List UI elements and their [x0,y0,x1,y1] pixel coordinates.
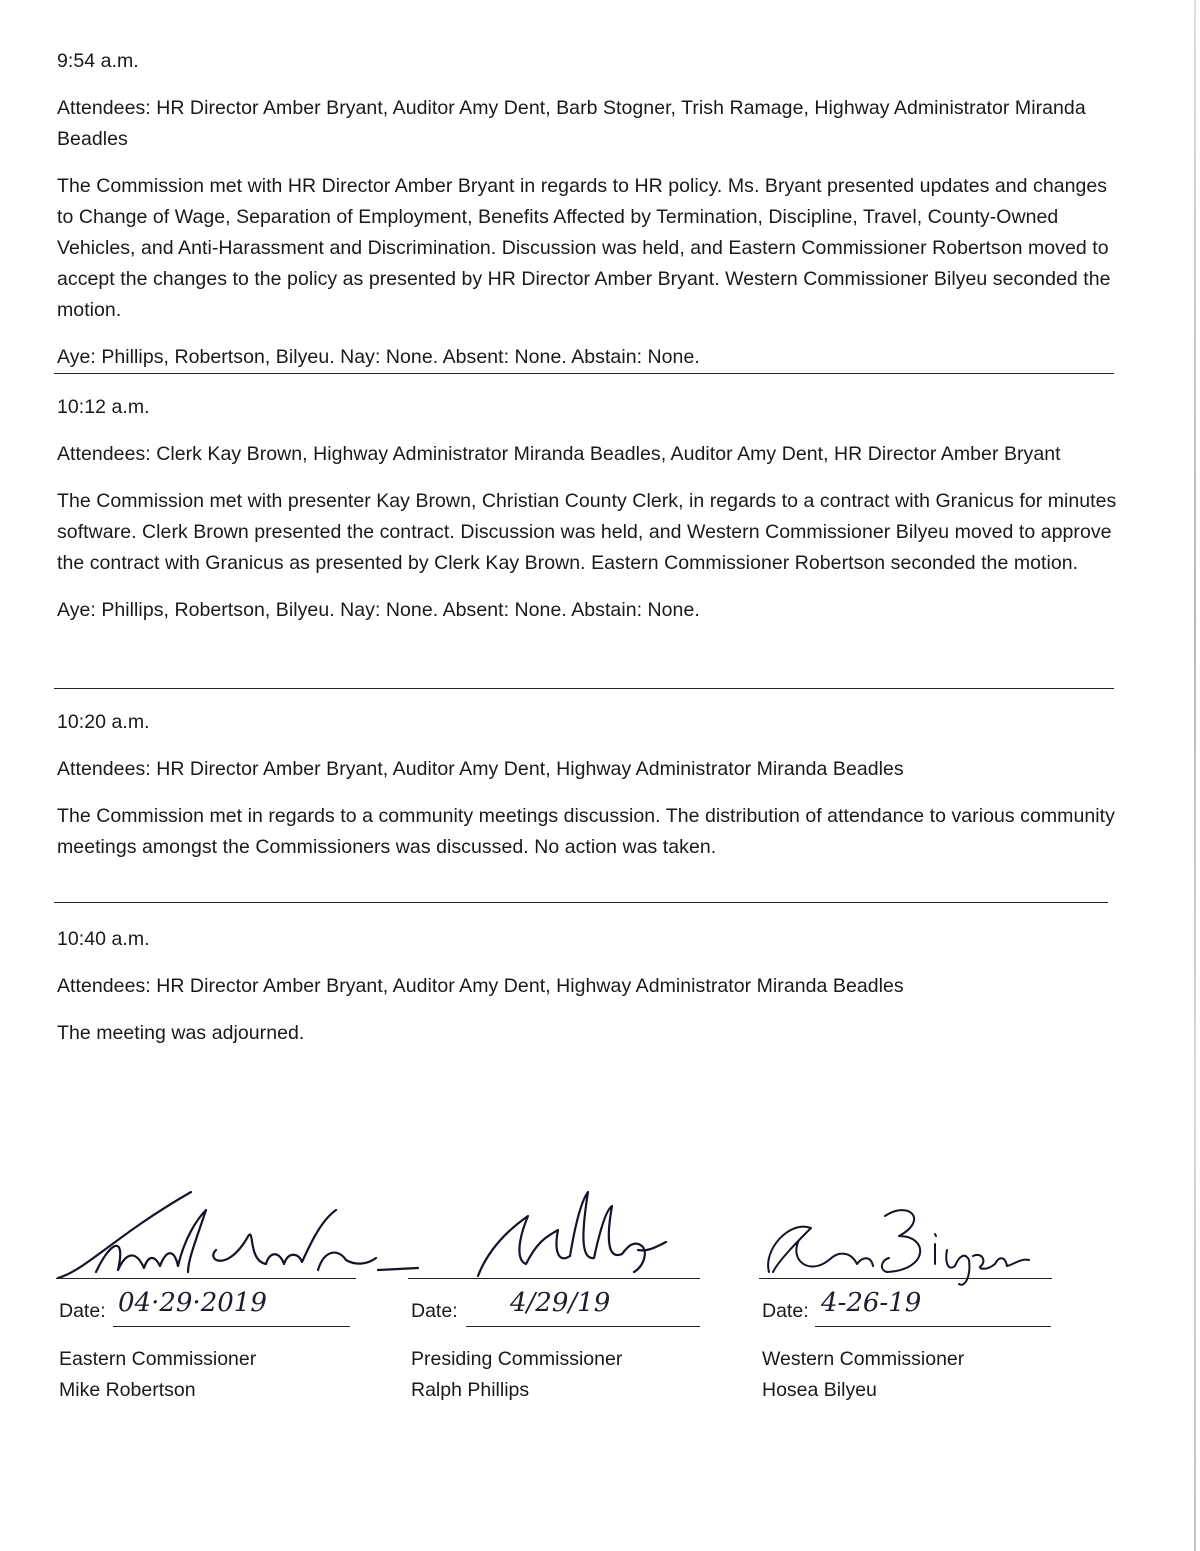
signature-block-presiding [408,1180,700,1420]
item-body: The meeting was adjourned. [57,1022,305,1044]
handwritten-date: 04·29·2019 [118,1288,267,1318]
item-time: 10:12 a.m. [57,396,150,418]
handwritten-signature [56,1180,396,1290]
handwritten-signature [759,1180,1059,1290]
item-body: The Commission met with presenter Kay Brown, Christian County Clerk, in regards to a contract with Granicus for minutes software. Clerk Brown presented the contract. Discussion was held, and Western Commissioner Bilyeu moved to approve the contract with Granicus as presented by Clerk Kay Brown. Eastern Commissioner Robertson seconded the motion. [57,490,1117,574]
signature-line [56,1278,356,1279]
commissioner-title: Presiding Commissioner [411,1348,623,1370]
item-body: The Commission met in regards to a community meetings discussion. The distribution of attendance to various community meetings amongst the Commissioners was discussed. No action was taken. [57,805,1115,858]
date-label: Date: [59,1300,106,1322]
date-label: Date: [762,1300,809,1322]
section-divider [54,373,1114,374]
section-divider [54,902,1108,903]
item-attendees: Attendees: HR Director Amber Bryant, Auditor Amy Dent, Barb Stogner, Trish Ramage, Highway Administrator Miranda Beadles [57,97,1086,150]
handwritten-date: 4-26-19 [821,1288,922,1318]
handwritten-signature [408,1180,708,1290]
date-line [113,1326,350,1327]
commissioner-name: Ralph Phillips [411,1379,530,1401]
section-divider [54,688,1114,689]
item-vote: Aye: Phillips, Robertson, Bilyeu. Nay: None. Absent: None. Abstain: None. [57,599,700,621]
item-vote: Aye: Phillips, Robertson, Bilyeu. Nay: None. Absent: None. Abstain: None. [57,346,700,368]
agenda-item-1012 [57,392,1117,626]
commissioner-name: Hosea Bilyeu [762,1379,877,1401]
agenda-item-1020 [57,707,1117,863]
signature-line [759,1278,1052,1279]
item-time: 10:40 a.m. [57,928,150,950]
signature-block-eastern [56,1180,356,1420]
date-line [815,1326,1051,1327]
date-label: Date: [411,1300,458,1322]
agenda-item-1040 [57,924,1117,1049]
scan-edge [1194,0,1196,1551]
item-attendees: Attendees: Clerk Kay Brown, Highway Administrator Miranda Beadles, Auditor Amy Dent, HR Director Amber Bryant [57,443,1061,465]
signature-line [408,1278,700,1279]
signature-block-western [759,1180,1052,1420]
item-time: 10:20 a.m. [57,711,150,733]
item-attendees: Attendees: HR Director Amber Bryant, Auditor Amy Dent, Highway Administrator Miranda Beadles [57,758,904,780]
item-time: 9:54 a.m. [57,50,139,72]
commissioner-title: Eastern Commissioner [59,1348,257,1370]
commissioner-title: Western Commissioner [762,1348,965,1370]
item-body: The Commission met with HR Director Amber Bryant in regards to HR policy. Ms. Bryant presented updates and changes to Change of Wage, Separation of Employment, Benefits Affected by Termination, Discipline, Travel, County-Owned Vehicles, and Anti-Harassment and Discrimination. Discussion was held, and Eastern Commissioner Robertson moved to accept the changes to the policy as presented by HR Director Amber Bryant. Western Commissioner Bilyeu seconded the motion. [57,175,1111,321]
agenda-item-954 [57,46,1117,373]
date-line [466,1326,700,1327]
commissioner-name: Mike Robertson [59,1379,196,1401]
item-attendees: Attendees: HR Director Amber Bryant, Auditor Amy Dent, Highway Administrator Miranda Beadles [57,975,904,997]
handwritten-date: 4/29/19 [510,1288,611,1318]
